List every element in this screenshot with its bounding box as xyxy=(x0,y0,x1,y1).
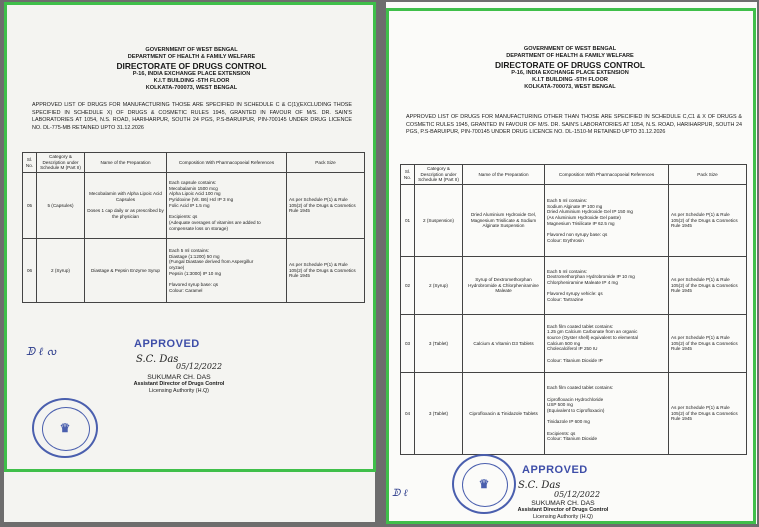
col-sl-no: Sl. No. xyxy=(23,153,37,173)
left-drug-table xyxy=(22,152,365,303)
cell-pack-size: As per Schedule P(1) & Rule 105(2) of the Drugs & Cosmetics Rule 1945 xyxy=(669,315,747,373)
cell-category: 5 (Capsules) xyxy=(37,173,85,239)
cell-composition xyxy=(545,315,669,373)
comp-line: Calcium 500 mg xyxy=(547,340,581,346)
comp-line: Dried Aluminium Hydroxide Gel IP 150 mg xyxy=(547,209,633,215)
cell-category: 2 (Syrup) xyxy=(37,239,85,303)
comp-line: Sodium Alginate IP 100 mg xyxy=(547,203,603,209)
comp-line: Diastage (1:1200) 50 mg xyxy=(169,253,220,259)
comp-line: Each film coated tablet contains: xyxy=(547,323,614,329)
comp-line: (As Aluminium Hydroxide Gel paste) xyxy=(547,214,621,220)
cell-preparation: Ciprofloxacin & Tinidazole Tablets xyxy=(463,373,545,455)
govt-line: GOVERNMENT OF WEST BENGAL xyxy=(523,46,617,52)
cell-preparation: Syrup of Dextromethorphan Hydrobromide & Chlorpheniramine Maleate xyxy=(463,257,545,315)
cell-preparation: Diastage & Pepsin Enzyme Syrup xyxy=(85,239,167,303)
cell-sl: 05 xyxy=(23,173,37,239)
comp-line: Flavored syrupy vehicle: qs xyxy=(547,291,603,297)
cell-sl: 02 xyxy=(401,257,415,315)
comp-line: Colour: Caramel xyxy=(169,287,203,293)
comp-line: 1.25 gm Calcium Carbonate from an organic xyxy=(547,329,638,335)
cell-pack-size: As per Schedule P(1) & Rule 105(2) of the Drugs & Cosmetics Rule 1945 xyxy=(287,173,365,239)
address-line-3: KOLKATA-700073, WEST BENGAL xyxy=(524,84,616,90)
col-pack-size: Pack Size xyxy=(287,153,365,173)
col-preparation: Name of the Preparation xyxy=(85,153,167,173)
col-composition: Composition With Pharmacopoeial References xyxy=(545,165,669,185)
comp-line: (Adequate overages of vitamins are added to xyxy=(169,219,261,225)
right-drug-table xyxy=(400,164,747,455)
licensing-authority: Licensing Authority (H.Q) xyxy=(149,388,209,394)
comp-line: Each 5 ml contains: xyxy=(169,247,210,253)
officer-block xyxy=(504,500,622,521)
comp-line: Dextromethorphan Hydrobromide IP 10 mg xyxy=(547,274,635,280)
cell-category: 2 (Syrup) xyxy=(415,257,463,315)
cell-category: 3 (Tablet) xyxy=(415,373,463,455)
dept-line: DEPARTMENT OF HEALTH & FAMILY WELFARE xyxy=(127,54,256,60)
approved-stamp: APPROVED xyxy=(522,464,588,476)
officer-signature: S.C. Das xyxy=(136,354,179,365)
govt-line: GOVERNMENT OF WEST BENGAL xyxy=(145,47,238,53)
comp-line: Pyridoxine (Vit. B6) Hcl IP 3 mg xyxy=(169,197,234,203)
comp-line: Tinidazole IP 600 mg xyxy=(547,419,590,425)
cell-composition xyxy=(545,257,669,315)
cell-preparation: Calcium & Vitamin D3 Tablets xyxy=(463,315,545,373)
cell-composition xyxy=(167,239,287,303)
left-letterhead xyxy=(24,47,359,92)
table-row xyxy=(401,315,747,373)
comp-line: Mecobalamin 1500 mcg xyxy=(169,185,218,191)
comp-line: Flavored non syrupy base: qs xyxy=(547,232,608,238)
comp-line: source (Oyster shell) equivalent to elemental xyxy=(547,335,638,341)
cell-category: 3 (Tablet) xyxy=(415,315,463,373)
officer-designation: Assistant Director of Drugs Control xyxy=(517,507,609,513)
table-row xyxy=(23,173,365,239)
comp-line: Cholecalciferol IP 250 IU xyxy=(547,346,598,352)
official-seal xyxy=(32,398,98,458)
col-preparation: Name of the Preparation xyxy=(463,165,545,185)
cell-sl: 06 xyxy=(23,239,37,303)
comp-line: Colour: Titanium Dioxide xyxy=(547,436,598,442)
comp-line: (Fungal Diastase derived from Aspergillur xyxy=(169,259,254,265)
comp-line: Colour: Erythrosin xyxy=(547,237,584,243)
officer-name: SUKUMAR CH. DAS xyxy=(531,500,595,507)
cell-pack-size: As per Schedule P(1) & Rule 105(2) of the Drugs & Cosmetics Rule 1945 xyxy=(669,185,747,257)
cell-pack-size: As per Schedule P(1) & Rule 105(2) of the Drugs & Cosmetics Rule 1945 xyxy=(669,257,747,315)
cell-preparation: Mecobalamin with Alpha Lipoic Acid Capsules Doses 1 cap daily or as prescribed by the physician xyxy=(85,173,167,239)
col-pack-size: Pack Size xyxy=(669,165,747,185)
licensing-authority: Licensing Authority (H.Q) xyxy=(533,514,593,520)
table-row xyxy=(401,185,747,257)
table-header-row xyxy=(401,165,747,185)
col-category: Category & Description under Schedule M (Part II) xyxy=(37,153,85,173)
comp-line: Pepsin (1:3000) IP 10 mg xyxy=(169,270,222,276)
left-intro-paragraph: APPROVED LIST OF DRUGS FOR MANUFACTURING THOSE ARE SPECIFIED IN SCHEDULE C & C(1)(EXCLUDING THOSE SPECIFIED IN SCHEDULE X) OF DRUGS & COSMETIC RULES 1945, GRANTED IN FAVOUR OF M/S. DR. SAIN'S LABORATORIES AT 1054, N.S. ROAD, HARIHARPUR, SOUTH 24 PGS, P.S-BARUIPUR, PIN-700145 UNDER DRUG LICENCE NO. DL-775-MB RETAINED UPTO 31.12.2026 xyxy=(32,102,352,131)
right-document-page xyxy=(386,2,757,524)
comp-line: Magnesium Trisilicate IP 62.5 mg xyxy=(547,220,615,226)
comp-line: Each film coated tablet contains: xyxy=(547,385,614,391)
comp-line: Excipients: qs xyxy=(169,214,198,220)
comp-line: USP 500 mg xyxy=(547,402,573,408)
comp-line: Each capsule contains: xyxy=(169,179,217,185)
table-header-row xyxy=(23,153,365,173)
cell-category: 2 (Suspension) xyxy=(415,185,463,257)
comp-line: Colour: Titanium Dioxide IP xyxy=(547,357,603,363)
comp-line: Ciprofloxacin Hydrochloride xyxy=(547,396,604,402)
signature-date: 05/12/2022 xyxy=(176,362,223,371)
col-sl-no: Sl. No. xyxy=(401,165,415,185)
comp-line: Flavored syrup base: qs xyxy=(169,282,219,288)
emblem-icon: ♛ xyxy=(478,477,490,491)
officer-block xyxy=(114,374,244,395)
cell-pack-size: As per Schedule P(1) & Rule 105(2) of the Drugs & Cosmetics Rule 1945 xyxy=(287,239,365,303)
comp-line: Each 5 ml contains: xyxy=(547,197,588,203)
approved-stamp: APPROVED xyxy=(134,338,200,350)
table-row xyxy=(23,239,365,303)
cell-sl: 03 xyxy=(401,315,415,373)
left-document-page xyxy=(4,2,375,522)
right-letterhead xyxy=(400,46,740,91)
comp-line: (Equivalent to Ciprofloxacin) xyxy=(547,407,605,413)
comp-line: oryzae) xyxy=(169,264,185,270)
cell-preparation: Dried Aluminium Hydroxide Gel, Magnesium Trisilicate & Sodium Alginate Suspension xyxy=(463,185,545,257)
directorate-title: DIRECTORATE OF DRUGS CONTROL xyxy=(495,60,645,70)
address-line-3: KOLKATA-700073, WEST BENGAL xyxy=(145,85,238,91)
table-row xyxy=(401,373,747,455)
cell-composition xyxy=(167,173,287,239)
officer-signature: S.C. Das xyxy=(518,480,561,491)
address-line-1: P-16, INDIA EXCHANGE PLACE EXTENSION xyxy=(132,71,251,77)
comp-line: Each 5 ml contains: xyxy=(547,268,588,274)
emblem-icon: ♛ xyxy=(59,421,71,435)
address-line-2: K.I.T BUILDING -5TH FLOOR xyxy=(532,77,608,83)
right-intro-paragraph: APPROVED LIST OF DRUGS FOR MANUFACTURING OTHER THAN THOSE ARE SPECIFIED IN SCHEDULE C,C1 & X OF DRUGS & COSMETIC RULES 1945, GRANTED IN FAVOUR OF M/S. DR. SAIN'S LABORATORIES AT 1054, N.S. ROAD, HARIHARPUR, SOUTH 24 PGS, P.S-BARUIPUR, PIN-700145 UNDER DRUG LICENCE NO. DL-1510-M RETAINED UPTO 31.12.2026 xyxy=(406,114,742,136)
officer-designation: Assistant Director of Drugs Control xyxy=(133,381,225,387)
comp-line: compensate loss on storage) xyxy=(169,225,228,231)
address-line-2: K.I.T BUILDING -5TH FLOOR xyxy=(153,78,230,84)
cell-pack-size: As per Schedule P(1) & Rule 105(2) of the Drugs & Cosmetics Rule 1945 xyxy=(669,373,747,455)
address-line-1: P-16, INDIA EXCHANGE PLACE EXTENSION xyxy=(511,70,629,76)
dept-line: DEPARTMENT OF HEALTH & FAMILY WELFARE xyxy=(506,53,634,59)
officer-name: SUKUMAR CH. DAS xyxy=(147,374,211,381)
comp-line: Chlorpheniramine Maleate IP 4 mg xyxy=(547,279,618,285)
cell-composition xyxy=(545,373,669,455)
col-category: Category & Description under Schedule M (Part II) xyxy=(415,165,463,185)
col-composition: Composition With Pharmacopoeial References xyxy=(167,153,287,173)
initials-scribble: ᗫ ℓ xyxy=(392,488,408,499)
table-row xyxy=(401,257,747,315)
comp-line: Colour: Tartrazine xyxy=(547,297,584,303)
comp-line: Folic Acid IP 1.5 mg xyxy=(169,202,210,208)
directorate-title: DIRECTORATE OF DRUGS CONTROL xyxy=(116,61,267,71)
cell-composition xyxy=(545,185,669,257)
cell-sl: 01 xyxy=(401,185,415,257)
comp-line: Alpha Lipoic Acid 100 mg xyxy=(169,191,221,197)
signature-date: 05/12/2022 xyxy=(554,490,601,499)
initials-scribble: ᗫ ℓ ᔓ xyxy=(26,345,57,358)
comp-line: Excipients: qs xyxy=(547,430,576,436)
cell-sl: 04 xyxy=(401,373,415,455)
